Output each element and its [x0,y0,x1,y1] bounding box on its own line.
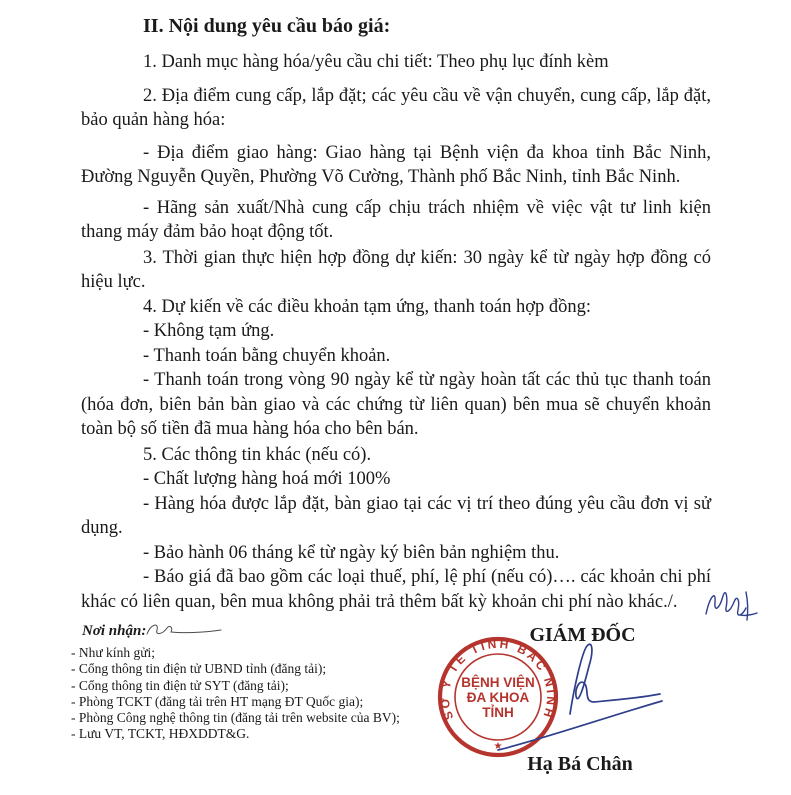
paragraph: 5. Các thông tin khác (nếu có). [143,444,372,465]
paragraph: - Thanh toán trong vòng 90 ngày kể từ ngày hoàn tất các thủ tục thanh toán (hóa đơn, biên bản bàn giao và các chứng từ liên quan) bên mua sẽ chuyển khoản toàn bộ số tiền đã mua hàng hóa cho bên bán. [81,370,711,439]
paragraph: - Hãng sản xuất/Nhà cung cấp chịu trách nhiệm về việc vật tư linh kiện thang máy đảm bảo hoạt động tốt. [81,197,711,242]
recipient-item: - Cổng thông tin điện tử UBND tỉnh (đăng tải); [71,661,327,677]
stamp-center-line2: ĐA KHOA [466,690,530,705]
document-title: II. Nội dung yêu cầu báo giá: [143,15,391,37]
paragraph: 3. Thời gian thực hiện hợp đồng dự kiến: 30 ngày kể từ ngày hợp đồng có hiệu lực. [81,247,711,292]
director-signature-icon [490,628,670,758]
recipients-initial-icon [143,620,225,642]
stamp-ring-text: SỞ Y TẾ TỈNH BẮC NINH [437,636,559,722]
recipient-item: - Phòng Công nghệ thông tin (đăng tải trên website của BV); [71,710,400,726]
paragraph: - Hàng hóa được lắp đặt, bàn giao tại các vị trí theo đúng yêu cầu đơn vị sử dụng. [81,493,711,538]
stamp-center-line3: TỈNH [482,705,514,720]
paragraph: - Thanh toán bằng chuyển khoản. [143,345,391,366]
recipients-label: Nơi nhận: [82,623,147,639]
recipient-item: - Phòng TCKT (đăng tải trên HT mạng ĐT Quốc gia); [71,693,364,709]
document-body [81,14,711,614]
paragraph: - Bảo hành 06 tháng kể từ ngày ký biên bản nghiệm thu. [143,542,560,563]
recipients-list [71,645,451,743]
recipient-item: - Cổng thông tin điện tử SYT (đăng tải); [71,677,289,693]
director-title: GIÁM ĐỐC [529,624,636,646]
recipient-item: - Lưu VT, TCKT, HĐXDDT&G. [71,726,250,742]
stamp-star: ★ [493,741,503,752]
paragraph: 2. Địa điểm cung cấp, lắp đặt; các yêu cầu về vận chuyển, cung cấp, lắp đặt, bảo quản hàng hóa: [81,85,711,130]
paragraph: - Chất lượng hàng hoá mới 100% [143,469,391,489]
paragraph: 4. Dự kiến về các điều khoản tạm ứng, thanh toán hợp đồng: [143,296,592,317]
paragraph: 1. Danh mục hàng hóa/yêu cầu chi tiết: Theo phụ lục đính kèm [143,52,609,72]
approval-initial-icon [702,582,767,627]
paragraph: - Địa điểm giao hàng: Giao hàng tại Bệnh viện đa khoa tỉnh Bắc Ninh, Đường Nguyễn Quyền, Phường Võ Cường, Thành phố Bắc Ninh, tỉnh Bắc Ninh. [81,142,711,187]
recipient-item: - Như kính gửi; [71,645,156,660]
paragraph: - Không tạm ứng. [143,321,275,341]
stamp-center-line1: BỆNH VIỆN [461,675,535,690]
paragraph: - Báo giá đã bao gồm các loại thuế, phí, lệ phí (nếu có)…. các khoản chi phí khác có liên quan, bên mua không phải trả thêm bất kỳ khoản chi phí nào khác./. [81,567,711,612]
director-name: Hạ Bá Chân [527,753,633,775]
